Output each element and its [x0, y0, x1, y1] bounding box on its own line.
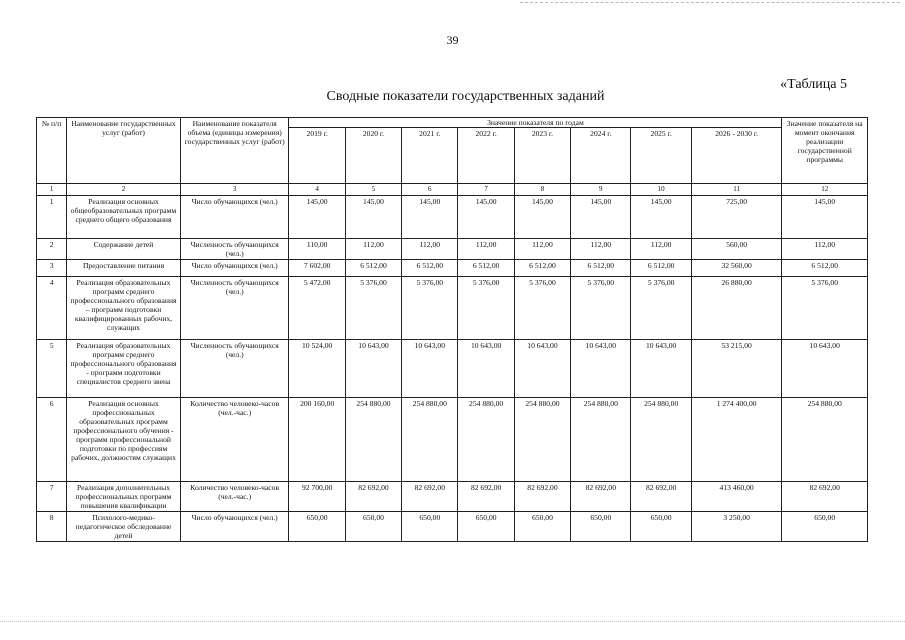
- table-row: [37, 195, 868, 238]
- value-cell: 650,00: [631, 512, 691, 542]
- value-cell: 6 512,00: [631, 259, 691, 276]
- value-cell: 3 250,00: [691, 512, 782, 542]
- indicator-name: Численность обучающихся (чел.): [180, 339, 289, 397]
- row-number: 2: [37, 238, 67, 259]
- column-index: 6: [402, 184, 458, 195]
- header-num: № п/п: [37, 118, 67, 184]
- value-cell: 10 524,00: [289, 339, 345, 397]
- indicator-name: Количество человеко-часов (чел.-час.): [180, 397, 289, 481]
- value-cell: 5 376,00: [631, 276, 691, 339]
- value-cell: 5 472,00: [289, 276, 345, 339]
- value-cell: 10 643,00: [571, 339, 631, 397]
- value-cell: 145,00: [514, 195, 570, 238]
- value-cell: 5 376,00: [345, 276, 401, 339]
- value-cell: 82 692,00: [631, 481, 691, 511]
- table-row: [37, 238, 868, 259]
- value-cell: 5 376,00: [514, 276, 570, 339]
- value-cell: 6 512,00: [458, 259, 514, 276]
- final-value-cell: 112,00: [782, 238, 868, 259]
- value-cell: 10 643,00: [402, 339, 458, 397]
- value-cell: 110,00: [289, 238, 345, 259]
- value-cell: 650,00: [458, 512, 514, 542]
- column-index: 11: [691, 184, 782, 195]
- page-number: 39: [446, 33, 459, 47]
- table-row: [37, 512, 868, 542]
- value-cell: 200 160,00: [289, 397, 345, 481]
- service-name: Реализация образовательных программ среднего профессионального образования – программ подготовки квалифицированных рабочих, служащих: [67, 276, 181, 339]
- row-number: 4: [37, 276, 67, 339]
- indicator-name: Число обучающихся (чел.): [180, 259, 289, 276]
- column-index: 3: [180, 184, 289, 195]
- value-cell: 112,00: [514, 238, 570, 259]
- column-index-row: [37, 184, 868, 195]
- scan-artifact-top: [520, 2, 900, 4]
- final-value-cell: 5 376,00: [782, 276, 868, 339]
- header-year: 2025 г.: [631, 128, 691, 184]
- value-cell: 145,00: [458, 195, 514, 238]
- value-cell: 82 692,00: [514, 481, 570, 511]
- value-cell: 560,00: [691, 238, 782, 259]
- header-year: 2023 г.: [514, 128, 570, 184]
- table-row: [37, 276, 868, 339]
- final-value-cell: 650,00: [782, 512, 868, 542]
- service-name: Предоставление питания: [67, 259, 181, 276]
- table-row: [37, 339, 868, 397]
- value-cell: 7 602,00: [289, 259, 345, 276]
- service-name: Реализация основных общеобразовательных программ среднего общего образования: [67, 195, 181, 238]
- document-title: Сводные показатели государственных заданий: [326, 89, 605, 104]
- row-number: 7: [37, 481, 67, 511]
- table-row: [37, 481, 868, 511]
- column-index: 4: [289, 184, 345, 195]
- final-value-cell: 10 643,00: [782, 339, 868, 397]
- value-cell: 10 643,00: [631, 339, 691, 397]
- value-cell: 10 643,00: [345, 339, 401, 397]
- service-name: Психолого-медико-педагогическое обследование детей: [67, 512, 181, 542]
- value-cell: 6 512,00: [514, 259, 570, 276]
- value-cell: 32 560,00: [691, 259, 782, 276]
- value-cell: 650,00: [289, 512, 345, 542]
- value-cell: 650,00: [402, 512, 458, 542]
- indicator-name: Количество человеко-часов (чел.-час.): [180, 481, 289, 511]
- final-value-cell: 145,00: [782, 195, 868, 238]
- service-name: Содержание детей: [67, 238, 181, 259]
- column-index: 7: [458, 184, 514, 195]
- value-cell: 82 692,00: [402, 481, 458, 511]
- summary-table: [36, 117, 868, 542]
- value-cell: 254 880,00: [402, 397, 458, 481]
- header-year: 2026 - 2030 г.: [691, 128, 782, 184]
- value-cell: 650,00: [571, 512, 631, 542]
- value-cell: 112,00: [571, 238, 631, 259]
- value-cell: 53 215,00: [691, 339, 782, 397]
- value-cell: 145,00: [345, 195, 401, 238]
- value-cell: 145,00: [402, 195, 458, 238]
- service-name: Реализация образовательных программ среднего профессионального образования - программ подготовки специалистов среднего звена: [67, 339, 181, 397]
- value-cell: 254 880,00: [514, 397, 570, 481]
- table-row: [37, 397, 868, 481]
- header-year: 2021 г.: [402, 128, 458, 184]
- column-index: 2: [67, 184, 181, 195]
- value-cell: 6 512,00: [402, 259, 458, 276]
- table-row: [37, 259, 868, 276]
- value-cell: 5 376,00: [458, 276, 514, 339]
- column-index: 12: [782, 184, 868, 195]
- indicator-name: Число обучающихся (чел.): [180, 195, 289, 238]
- header-year: 2019 г.: [289, 128, 345, 184]
- value-cell: 10 643,00: [514, 339, 570, 397]
- value-cell: 82 692,00: [458, 481, 514, 511]
- row-number: 3: [37, 259, 67, 276]
- value-cell: 650,00: [345, 512, 401, 542]
- column-index: 5: [345, 184, 401, 195]
- column-index: 10: [631, 184, 691, 195]
- final-value-cell: 254 880,00: [782, 397, 868, 481]
- indicator-name: Число обучающихся (чел.): [180, 512, 289, 542]
- column-index: 1: [37, 184, 67, 195]
- value-cell: 112,00: [458, 238, 514, 259]
- value-cell: 650,00: [514, 512, 570, 542]
- header-year: 2022 г.: [458, 128, 514, 184]
- value-cell: 112,00: [631, 238, 691, 259]
- header-indicator: Наименование показателя объема (единицы измерения) государственных услуг (работ): [180, 118, 289, 184]
- table-label: «Таблица 5: [780, 77, 847, 92]
- indicator-name: Численность обучающихся (чел.): [180, 238, 289, 259]
- header-year: 2024 г.: [571, 128, 631, 184]
- row-number: 6: [37, 397, 67, 481]
- final-value-cell: 82 692,00: [782, 481, 868, 511]
- scan-artifact-bottom: [0, 621, 905, 623]
- value-cell: 1 274 400,00: [691, 397, 782, 481]
- indicator-name: Численность обучающихся (чел.): [180, 276, 289, 339]
- value-cell: 254 880,00: [571, 397, 631, 481]
- row-number: 1: [37, 195, 67, 238]
- value-cell: 145,00: [571, 195, 631, 238]
- header-by-years: Значение показателя по годам: [289, 118, 782, 128]
- value-cell: 6 512,00: [571, 259, 631, 276]
- header-year: 2020 г.: [345, 128, 401, 184]
- column-index: 9: [571, 184, 631, 195]
- value-cell: 112,00: [402, 238, 458, 259]
- value-cell: 5 376,00: [571, 276, 631, 339]
- value-cell: 254 880,00: [458, 397, 514, 481]
- value-cell: 112,00: [345, 238, 401, 259]
- value-cell: 254 880,00: [631, 397, 691, 481]
- column-index: 8: [514, 184, 570, 195]
- value-cell: 6 512,00: [345, 259, 401, 276]
- header-final-value: Значение показателя на момент окончания реализации государственной программы: [782, 118, 868, 184]
- value-cell: 92 700,00: [289, 481, 345, 511]
- row-number: 5: [37, 339, 67, 397]
- value-cell: 413 460,00: [691, 481, 782, 511]
- value-cell: 254 880,00: [345, 397, 401, 481]
- final-value-cell: 6 512,00: [782, 259, 868, 276]
- value-cell: 5 376,00: [402, 276, 458, 339]
- value-cell: 145,00: [631, 195, 691, 238]
- value-cell: 26 880,00: [691, 276, 782, 339]
- header-service: Наименование государственных услуг (работ): [67, 118, 181, 184]
- value-cell: 10 643,00: [458, 339, 514, 397]
- value-cell: 82 692,00: [345, 481, 401, 511]
- value-cell: 725,00: [691, 195, 782, 238]
- service-name: Реализация дополнительных профессиональных программ повышения квалификации: [67, 481, 181, 511]
- value-cell: 145,00: [289, 195, 345, 238]
- row-number: 8: [37, 512, 67, 542]
- value-cell: 82 692,00: [571, 481, 631, 511]
- service-name: Реализация основных профессиональных образовательных программ профессионального обучения - программ профессиональной подготовки по профессиям рабочих, должностям служащих: [67, 397, 181, 481]
